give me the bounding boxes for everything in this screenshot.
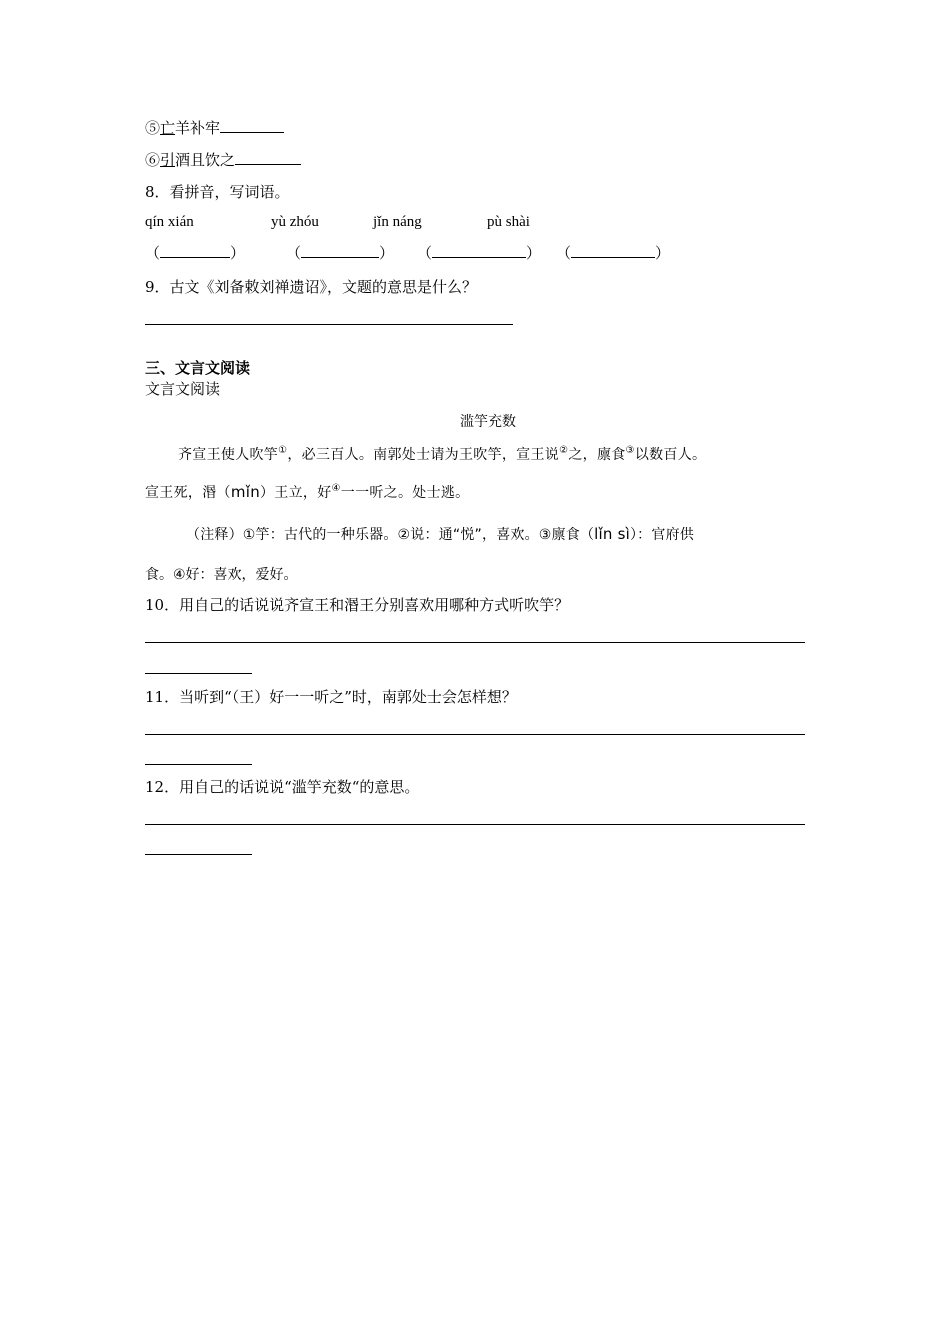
q9-prompt: 9．古文《刘备敕刘禅遗诏》，文题的意思是什么？ — [145, 278, 478, 296]
q12-prompt: 12．用自己的话说说“滥竽充数“的意思。 — [145, 778, 420, 796]
answer-blank[interactable] — [301, 243, 379, 258]
underlined-char: 亡 — [160, 119, 176, 137]
q10-answer-line-2[interactable] — [145, 673, 252, 674]
q10-prompt: 10．用自己的话说说齐宣王和湣王分别喜欢用哪种方式听吹竽？ — [145, 596, 570, 614]
q12-answer-line-2[interactable] — [145, 854, 252, 855]
q7-item-6 — [145, 150, 301, 170]
item-number: ⑤ — [145, 119, 161, 137]
answer-blank[interactable] — [160, 243, 230, 258]
pinyin-3: jǐn náng — [373, 214, 422, 230]
notes-line-2: 食。④好：喜欢，爱好。 — [145, 567, 298, 583]
pinyin-4: pù shài — [487, 214, 530, 230]
answer-blank[interactable] — [235, 150, 301, 165]
passage-line-1: 齐宣王使人吹竽①，必三百人。南郭处士请为王吹竽，宣王说②之，廪食③以数百人。 — [178, 445, 707, 463]
q12-answer-line-1[interactable] — [145, 824, 805, 825]
idiom-text: 羊补牢 — [175, 119, 221, 137]
phrase-text: 酒且饮之 — [175, 151, 236, 169]
q7-item-5 — [145, 118, 284, 138]
word-box-2: （ ） — [286, 244, 395, 262]
pinyin-2: yù zhóu — [271, 214, 319, 230]
answer-blank[interactable] — [571, 243, 655, 258]
item-number: ⑥ — [145, 151, 161, 169]
q11-answer-line-2[interactable] — [145, 764, 252, 765]
word-box-4: （ ） — [556, 244, 671, 262]
pinyin-1: qín xián — [145, 214, 194, 230]
section-subheading: 文言文阅读 — [145, 380, 221, 398]
word-box-3: （ ） — [417, 244, 542, 262]
q8-prompt: 8．看拼音，写词语。 — [145, 183, 290, 201]
q10-answer-line-1[interactable] — [145, 642, 805, 643]
q9-answer-line[interactable] — [145, 324, 513, 325]
word-box-1: （ ） — [145, 244, 246, 262]
q11-answer-line-1[interactable] — [145, 734, 805, 735]
section-heading: 三、文言文阅读 — [145, 359, 251, 377]
notes-line-1: （注释）①竽：古代的一种乐器。②说：通“悦”，喜欢。③廪食（lǐn sì）：官府供 — [186, 525, 694, 543]
passage-title: 滥竽充数 — [460, 414, 516, 430]
answer-blank[interactable] — [432, 243, 526, 258]
passage-line-2: 宣王死，湣（mǐn）王立，好④一一听之。处士逃。 — [145, 483, 470, 501]
q11-prompt: 11．当听到“（王）好一一听之”时，南郭处士会怎样想？ — [145, 688, 517, 706]
answer-blank[interactable] — [220, 118, 284, 133]
underlined-char: 引 — [160, 151, 176, 169]
